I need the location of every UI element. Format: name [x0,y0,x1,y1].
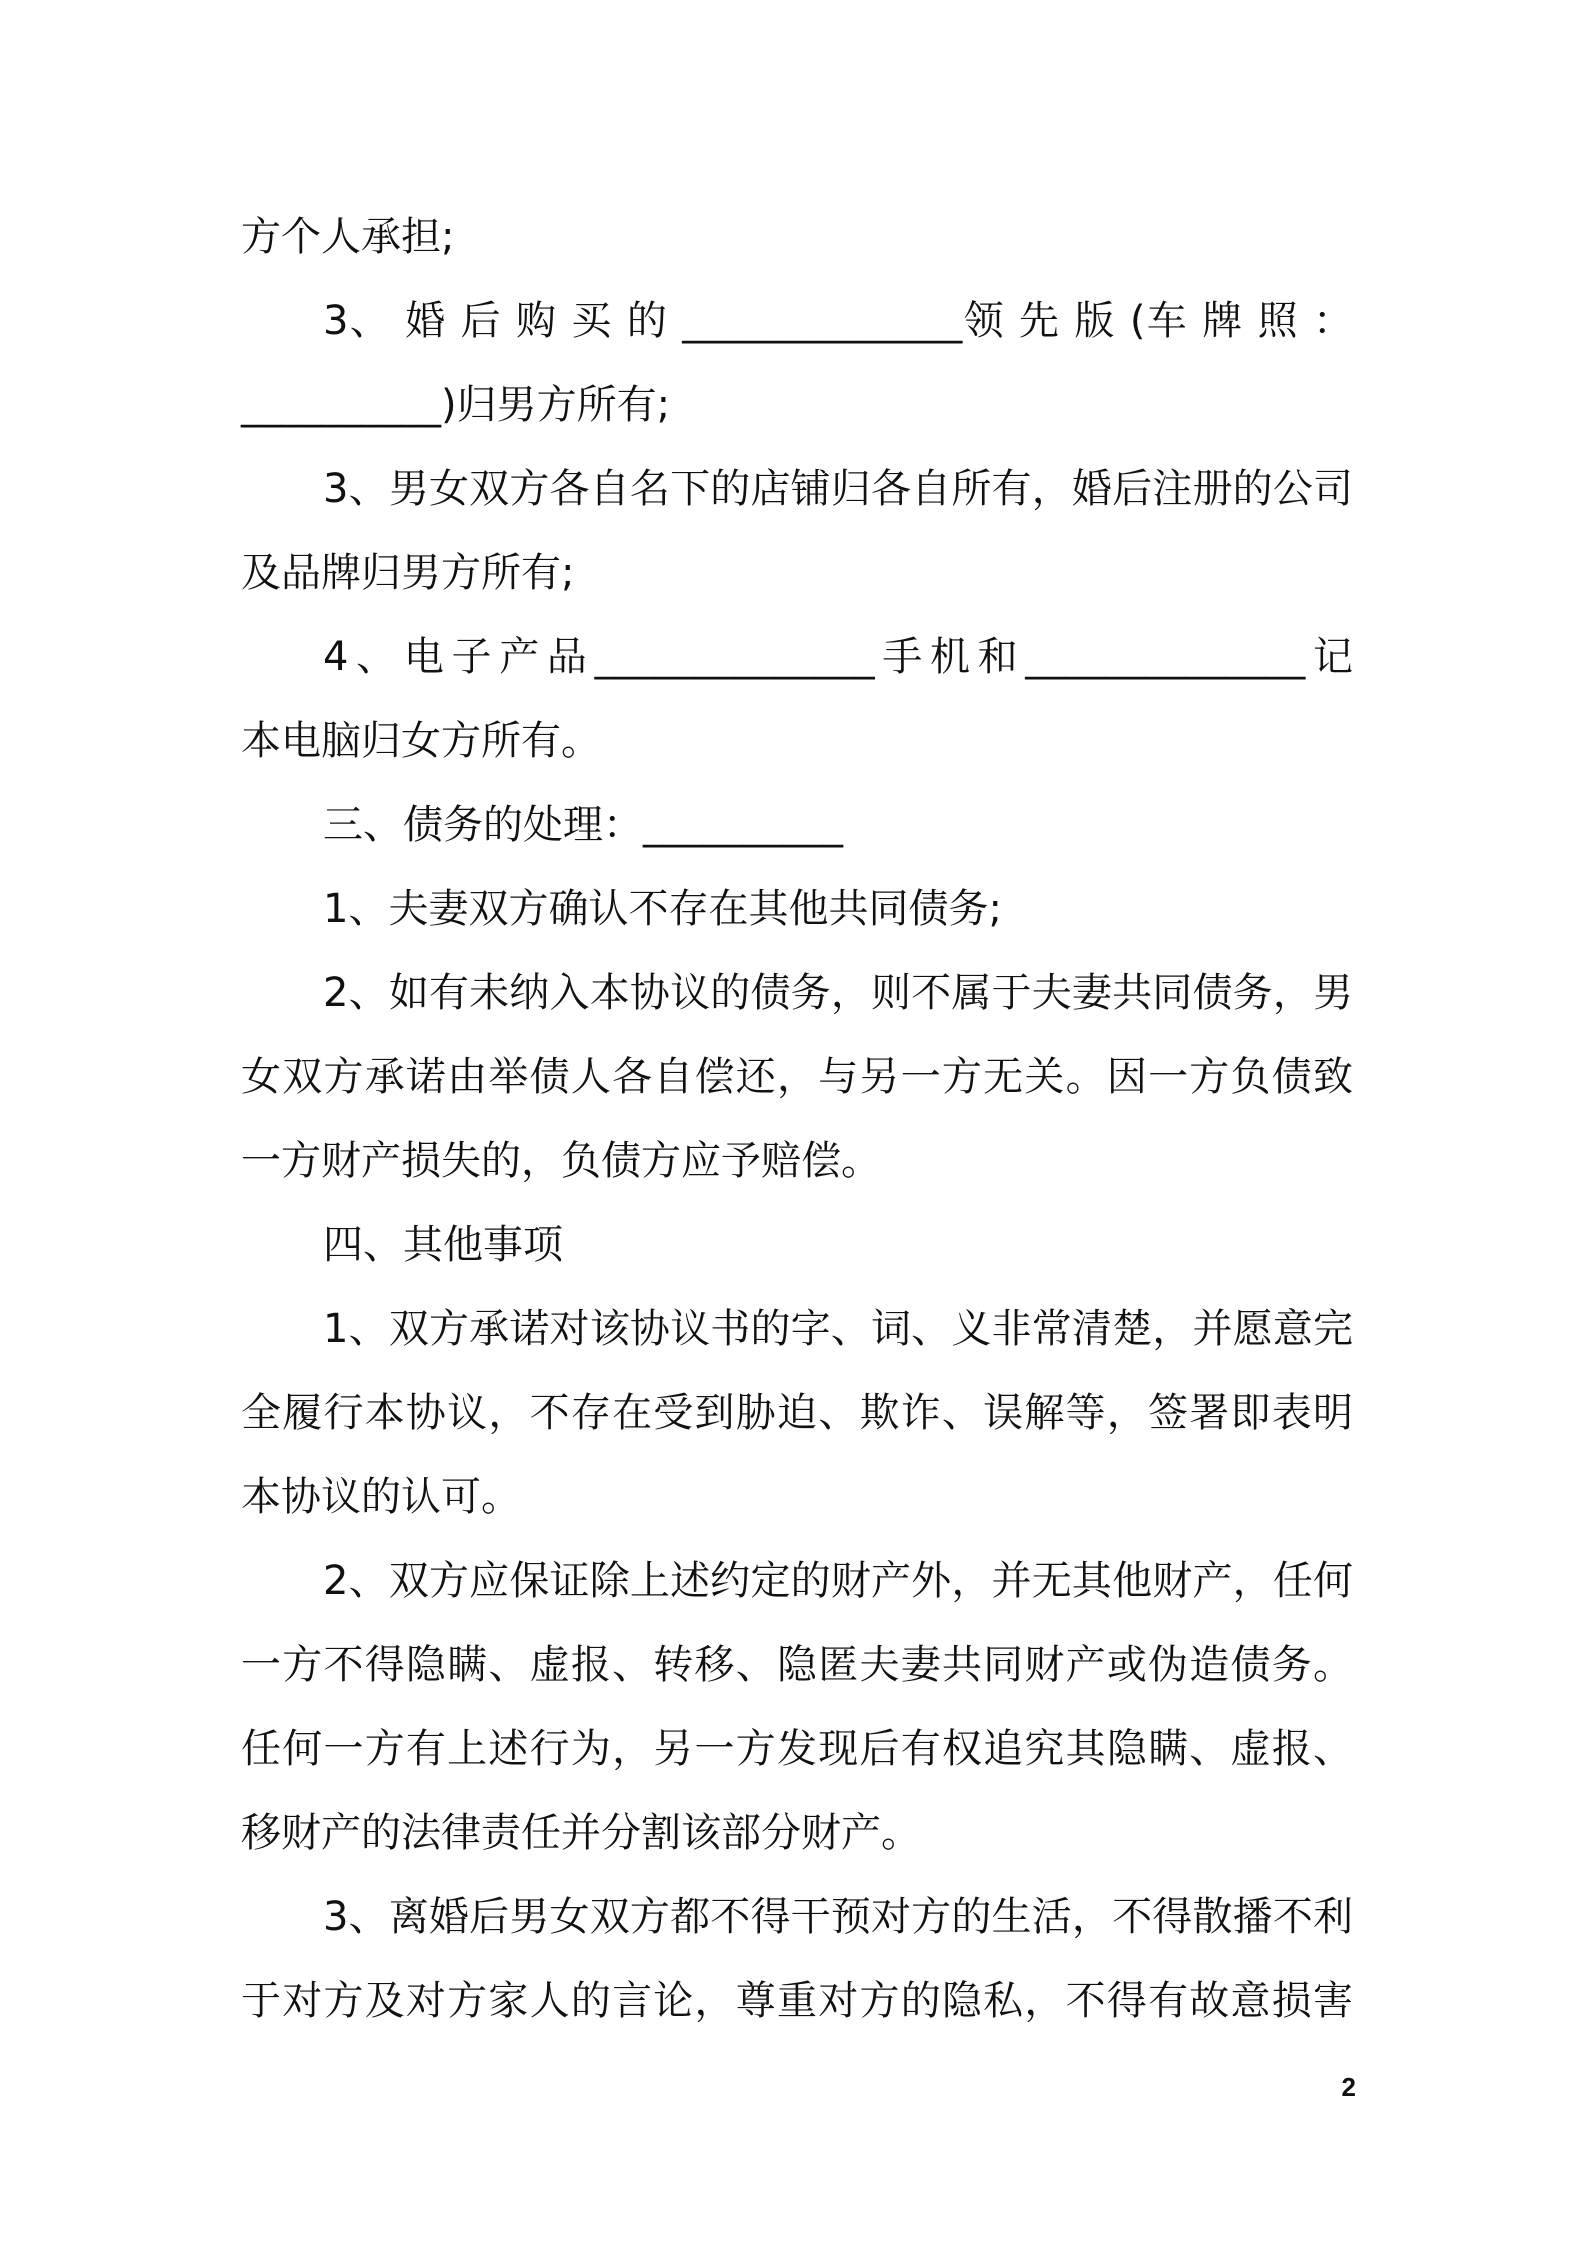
text-line: 于对方及对方家人的言论，尊重对方的隐私，不得有故意损害 [241,1978,1353,2024]
text-line: 2、双方应保证除上述约定的财产外，并无其他财产，任何 [323,1558,1353,1604]
text-line: 4、电子产品______________手机和______________记 [323,634,1353,680]
text-line: 本协议的认可。 [241,1474,521,1520]
text-line: 一方不得隐瞒、虚报、转移、隐匿夫妻共同财产或伪造债务。 [241,1642,1353,1688]
text-line: 1、双方承诺对该协议书的字、词、义非常清楚，并愿意完 [323,1306,1353,1352]
text-line: 全履行本协议，不存在受到胁迫、欺诈、误解等，签署即表明 [241,1390,1353,1436]
text-line: 移财产的法律责任并分割该部分财产。 [241,1810,921,1856]
text-line: 女双方承诺由举债人各自偿还，与另一方无关。因一方负债致 [241,1054,1353,1100]
text-line: 任何一方有上述行为，另一方发现后有权追究其隐瞒、虚报、 [241,1726,1353,1772]
text-line: 及品牌归男方所有; [241,550,575,596]
text-line: 3、 婚 后 购 买 的 ______________领 先 版 (车 牌 照 ： [323,298,1353,344]
text-line: 3、离婚后男女双方都不得干预对方的生活，不得散播不利 [323,1894,1353,1940]
text-line: 方个人承担; [241,214,455,260]
page-number: 2 [1341,2072,1356,2102]
document-body [241,195,1353,2043]
text-line: 本电脑归女方所有。 [241,718,601,764]
section-heading: 三、债务的处理：__________ [323,802,843,848]
text-line: 2、如有未纳入本协议的债务，则不属于夫妻共同债务，男 [323,970,1353,1016]
text-line: __________)归男方所有; [241,382,671,428]
section-heading: 四、其他事项 [323,1222,563,1268]
text-line: 1、夫妻双方确认不存在其他共同债务; [323,886,1002,932]
text-line: 3、男女双方各自名下的店铺归各自所有，婚后注册的公司 [323,466,1353,512]
text-line: 一方财产损失的，负债方应予赔偿。 [241,1138,881,1184]
